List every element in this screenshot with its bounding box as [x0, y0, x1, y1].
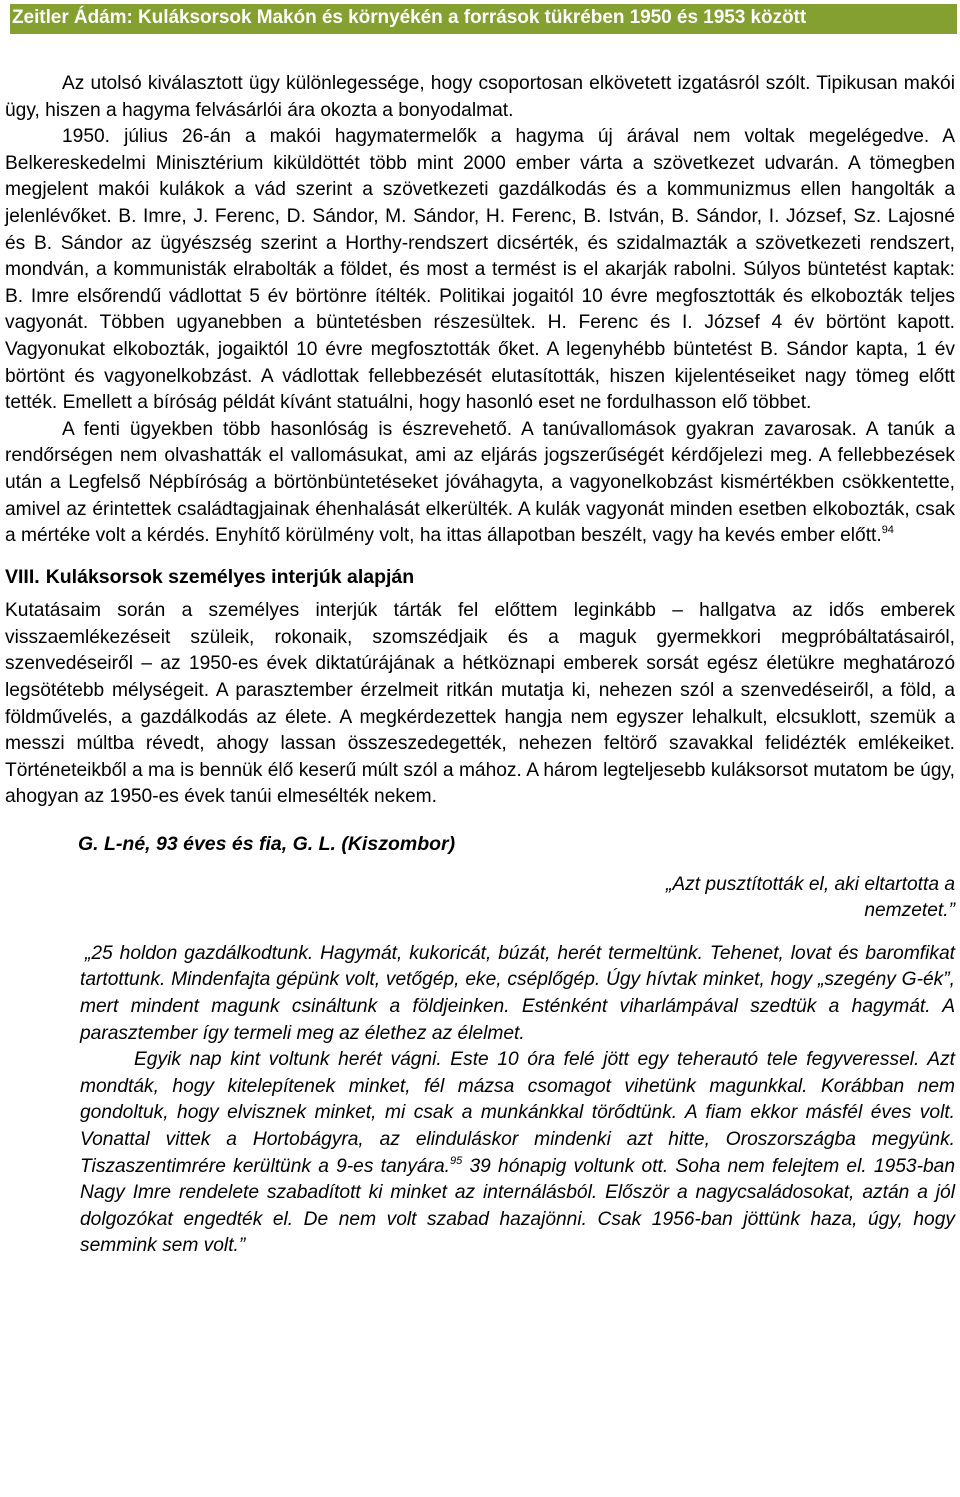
footnote-ref-94[interactable]: 94 — [881, 524, 894, 537]
interview-heading: G. L-né, 93 éves és fia, G. L. (Kiszombor) — [78, 833, 456, 856]
paragraph-case: 1950. július 26-án a makói hagymatermelők a hagyma új árával nem voltak megelégedve. A Belkereskedelmi Minisztérium kiküldöttét több mint 2000 ember várta a szövetkezet udvarán. A tömegben megjelent makói kulákok a vád szerint a szövetkezeti gazdálkodás és a kommunizmus ellen hangolták a jelenlévőket. B. Imre, J. Ferenc, D. Sándor, M. Sándor, H. Ferenc, B. István, B. Sándor, I. József, Sz. Lajosné és B. Sándor az ügyészség szerint a Horthy-rendszert dicsérték, és szidalmazták a szövetkezeti rendszert, mondván, a kommunisták elrabolták a földet, és most a termést is el akarják rabolni. Súlyos büntetést kaptak: B. Imre elsőrendű vádlottat 5 év börtönre ítélték. Politikai jogaitól 10 évre megfosztották és elkobozták teljes vagyonát. Többen ugyanebben a büntetésben részesültek. H. Ferenc és I. József 4 év börtönt kapott. Vagyonukat elkobozták, jogaiktól 10 évre megfosztották őket. A legenyhébb büntetést B. Sándor kapta, 1 év börtönt és vagyonelkobzást. A vádlottak fellebbezését elutasították, hiszen kijelentéseiket nagy tömeg előtt tették. Emellett a bíróság példát kívánt statuálni, hogy hasonló eset ne fordulhasson elő többet. — [5, 126, 955, 414]
section-heading — [5, 564, 955, 591]
testimony-paragraph-1: „25 holdon gazdálkodtunk. Hagymát, kukoricát, búzát, herét termeltünk. Tehenet, lovat és baromfikat tartottunk. Mindenfajta gépünk volt, vetőgép, eke, cséplőgép. Úgy hívtak minket, hogy „szegény G-ék”, mert mindent magunk csináltunk a földjeinken. Esténként viharlámpával szedtük a hagymát. A parasztember így termeli meg az élethez az élelmet. — [80, 942, 955, 1044]
paragraph-section: Kutatásaim során a személyes interjúk tárták fel előttem leginkább ‒ hallgatva az idős emberek visszaemlékezéseit szüleik, rokonaik, szomszédjaik és a maguk gyermekkori megpróbáltatásairól, szenvedéseiről ‒ az 1950-es évek diktatúrájának a hétköznapi emberek sorsát egész életükre meghatározó legsötétebb mélységeit. A parasztember érzelmeit ritkán mutatja ki, nehezen szól a szenvedéseiről, a föld, a földművelés, a gazdálkodás az élete. A megkérdezettek hangja nem egyszer lehalkult, elcsuklott, szemük a messzi múltba révedt, ahogy lassan összeszedegették, nehezen feltörő szavakkal felidézték emlékeiket. Történeteikből a ma is bennük élő keserű múlt szól a mához. A három legteljesebb kuláksorsot mutatom be úgy, ahogyan az 1950-es évek tanúi elmesélték nekem. — [5, 600, 955, 808]
testimony-paragraph-2 — [80, 1047, 955, 1260]
testimony-text-before-note: Egyik nap kint voltunk herét vágni. Este 10 óra felé jött egy teherautó tele fegyveressel. Azt mondták, hogy kitelepítenek minket, fél mázsa csomagot vihetünk magunkkal. Korábban nem gondoltuk, hogy elvisznek minket, mi csak a munkánkkal törődtünk. A fiam ekkor másfél éves volt. Vonattal vittek a Hortobágyra, az elinduláskor mindenki azt hitte, Oroszországba megyünk. Tiszaszentimrére kerültünk a 9-es tanyára. — [80, 1049, 955, 1177]
paragraph-summary-text: A fenti ügyekben több hasonlóság is észrevehető. A tanúvallomások gyakran zavarosak. A tanúk a rendőrségen nem olvashatták el vallomásukat, ami az eljárás jogszerűségét kérdőjelezi meg. A fellebbezések után a Legfelső Népbíróság a börtönbüntetéseket jóváhagyta, a vagyonelkobzást kismértékben csökkentette, amivel az érintettek családtagjainak éhenhalását elkerülték. A kulák vagyonát minden esetben elkobozták, csak a mértéke volt a kérdés. Enyhítő körülmény volt, ha ittas állapotban beszélt, vagy ha kevés ember előtt. — [5, 418, 955, 547]
running-header: Zeitler Ádám: Kuláksorsok Makón és környékén a források tükrében 1950 és 1953 között — [10, 4, 957, 34]
epigraph-quote: „Azt pusztították el, aki eltartotta a nemzetet.” — [665, 873, 955, 922]
paragraph-intro: Az utolsó kiválasztott ügy különlegessége, hogy csoportosan elkövetett izgatásról szólt. Tipikusan makói ügy, hiszen a hagyma felvásárlói ára okozta a bonyodalmat. — [5, 73, 955, 121]
footnote-ref-95[interactable]: 95 — [449, 1154, 463, 1167]
section-number: VIII. — [5, 565, 40, 588]
section-title: Kuláksorsok személyes interjúk alapján — [45, 565, 415, 588]
document-body — [5, 71, 955, 1260]
testimony-block — [80, 941, 955, 1260]
testimony-text-after-note: 39 hónapig voltunk ott. Soha nem felejtem el. 1953-ban Nagy Imre rendelete szabadított ki minket az internálásból. Először a nagycsaládosokat, aztán a jól dolgozókat engedték el. De nem volt szabad hazajönni. Csak 1956-ban jöttünk haza, úgy, hogy semmink sem volt.” — [80, 1155, 955, 1257]
paragraph-summary — [5, 417, 955, 550]
